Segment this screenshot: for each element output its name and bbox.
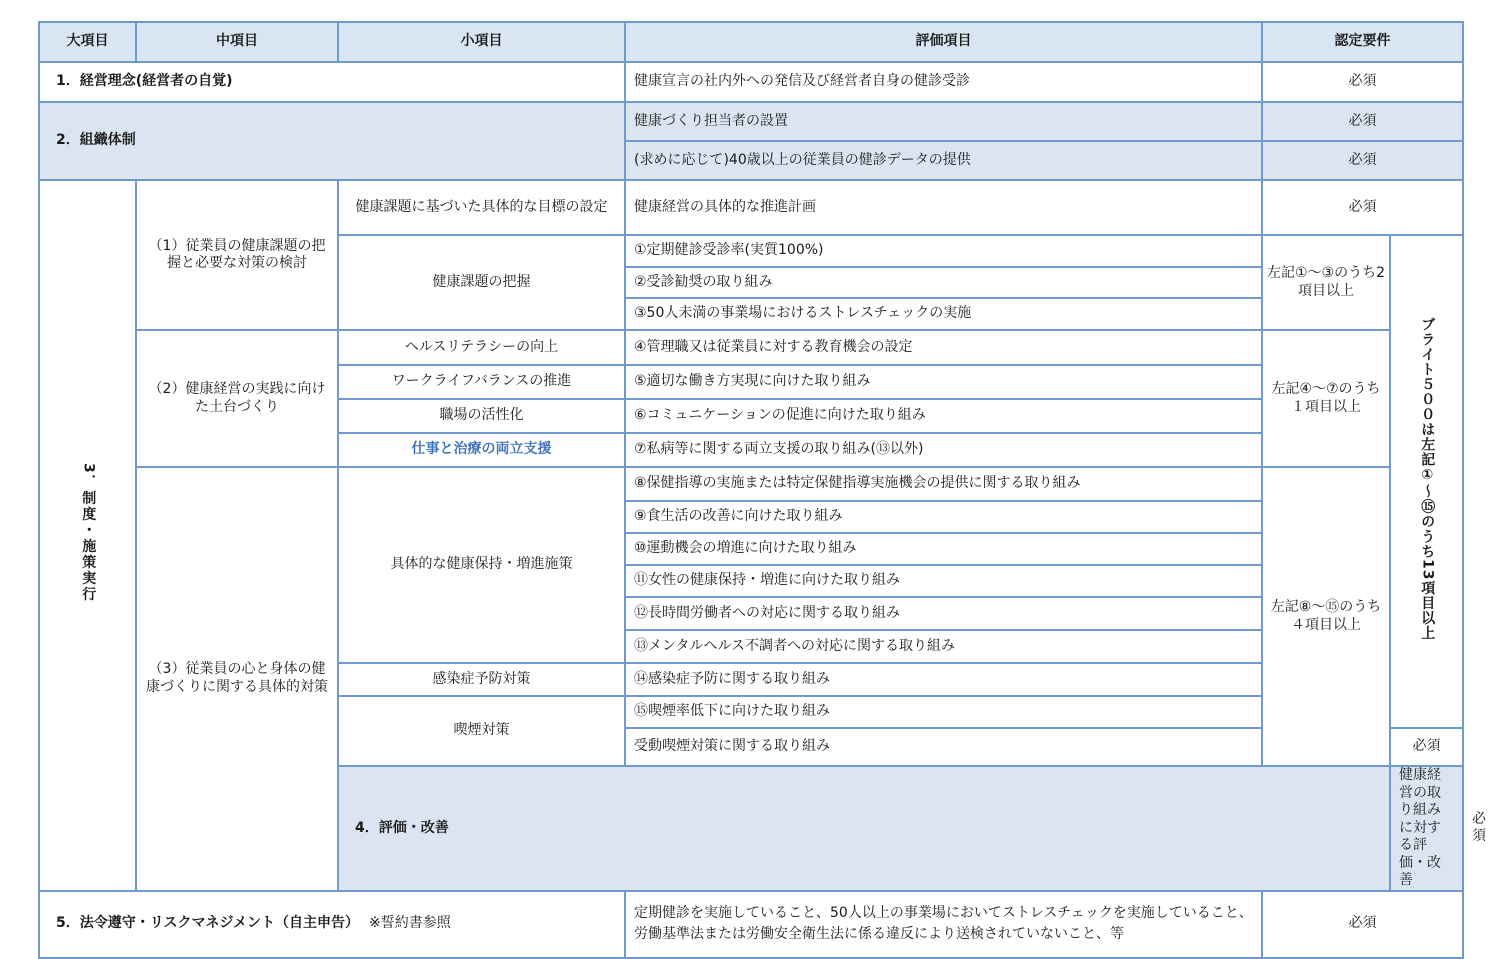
section-1-row xyxy=(39,62,1463,102)
req-plan: 必須 xyxy=(1262,180,1463,235)
section-1-req: 必須 xyxy=(1262,62,1463,102)
item-14: ⑭感染症予防に関する取り組み xyxy=(625,663,1262,696)
sho-infection: 感染症予防対策 xyxy=(338,663,625,696)
section-3-chu-1: （1）従業員の健康課題の把握と必要な対策の検討 xyxy=(136,180,338,330)
section-4-item: 健康経営の取り組みに対する評価・改善 xyxy=(1390,766,1463,891)
sho-smoking: 喫煙対策 xyxy=(338,696,625,766)
row-item-8 xyxy=(39,467,1463,501)
item-13: ⑬メンタルヘルス不調者への対応に関する取り組み xyxy=(625,630,1262,663)
certification-requirements-table-wrapper xyxy=(38,21,1486,942)
section-3-title: 3．制度・施策実行 xyxy=(39,180,136,891)
item-3: ③50人未満の事業場におけるストレスチェックの実施 xyxy=(625,298,1262,330)
section-4-row: 4．評価・改善 健康経営の取り組みに対する評価・改善 必須 xyxy=(39,766,1463,891)
header-chu: 中項目 xyxy=(136,22,338,62)
condition-1-3: 左記①～③のうち2項目以上 xyxy=(1262,235,1390,330)
sho-wlb: ワークライフバランスの推進 xyxy=(338,365,625,399)
header-row xyxy=(39,22,1463,62)
item-8: ⑧保健指導の実施または特定保健指導実施機会の提供に関する取り組み xyxy=(625,467,1262,501)
section-2-row-1 xyxy=(39,102,1463,141)
section-2-item-2: (求めに応じて)40歳以上の従業員の健診データの提供 xyxy=(625,141,1262,180)
section-2-req-1: 必須 xyxy=(1262,102,1463,141)
row-item-4 xyxy=(39,330,1463,365)
section-5-req: 必須 xyxy=(1262,891,1463,958)
item-passive: 受動喫煙対策に関する取り組み xyxy=(625,728,1262,766)
section-5-note: ※誓約書参照 xyxy=(369,915,451,932)
section-2-req-2: 必須 xyxy=(1262,141,1463,180)
sho-health: 具体的な健康保持・増進施策 xyxy=(338,467,625,663)
item-2: ②受診勧奨の取り組み xyxy=(625,267,1262,298)
header-dai: 大項目 xyxy=(39,22,136,62)
item-9: ⑨食生活の改善に向けた取り組み xyxy=(625,501,1262,533)
section-5-title-text: 5．法令遵守・リスクマネジメント（自主申告） xyxy=(56,915,360,932)
condition-8-15: 左記⑧～⑮のうち４項目以上 xyxy=(1262,467,1390,766)
header-hyoka: 評価項目 xyxy=(625,22,1262,62)
section-1-item: 健康宣言の社内外への発信及び経営者自身の健診受診 xyxy=(625,62,1262,102)
section-1-title: 1．経営理念(経営者の自覚) xyxy=(39,62,625,102)
sho-literacy: ヘルスリテラシーの向上 xyxy=(338,330,625,365)
section-3-chu-3: （3）従業員の心と身体の健康づくりに関する具体的対策 xyxy=(136,467,338,891)
item-1: ①定期健診受診率(実質100%) xyxy=(625,235,1262,267)
sho-target: 健康課題に基づいた具体的な目標の設定 xyxy=(338,180,625,235)
item-11: ⑪女性の健康保持・増進に向けた取り組み xyxy=(625,565,1262,597)
item-plan: 健康経営の具体的な推進計画 xyxy=(625,180,1262,235)
item-7: ⑦私病等に関する両立支援の取り組み(⑬以外) xyxy=(625,433,1262,467)
certification-requirements-table xyxy=(38,21,1486,959)
section-2-title: 2．組織体制 xyxy=(39,102,625,180)
sho-treatment: 仕事と治療の両立支援 xyxy=(338,433,625,467)
item-15: ⑮喫煙率低下に向けた取り組み xyxy=(625,696,1262,728)
section-3-row-plan xyxy=(39,180,1463,235)
section-4-title: 4．評価・改善 xyxy=(338,766,1390,891)
item-4: ④管理職又は従業員に対する教育機会の設定 xyxy=(625,330,1262,365)
item-5: ⑤適切な働き方実現に向けた取り組み xyxy=(625,365,1262,399)
sho-grasp: 健康課題の把握 xyxy=(338,235,625,330)
section-3-chu-2: （2）健康経営の実践に向けた土台づくり xyxy=(136,330,338,467)
section-5-row xyxy=(39,891,1463,958)
condition-4-7: 左記④～⑦のうち１項目以上 xyxy=(1262,330,1390,467)
section-5-title xyxy=(39,891,625,958)
section-2-item-1: 健康づくり担当者の設置 xyxy=(625,102,1262,141)
item-10: ⑩運動機会の増進に向けた取り組み xyxy=(625,533,1262,565)
req-passive: 必須 xyxy=(1390,728,1463,766)
item-6: ⑥コミュニケーションの促進に向けた取り組み xyxy=(625,399,1262,433)
item-12: ⑫長時間労働者への対応に関する取り組み xyxy=(625,597,1262,630)
sho-workplace: 職場の活性化 xyxy=(338,399,625,433)
header-sho: 小項目 xyxy=(338,22,625,62)
header-ninte: 認定要件 xyxy=(1262,22,1463,62)
section-5-item: 定期健診を実施していること、50人以上の事業場においてストレスチェックを実施していること、労働基準法または労働安全衛生法に係る違反により送検されていないこと、等 xyxy=(625,891,1262,958)
bright500-requirement: ブライト５００は左記①～⑮のうち13項目以上 xyxy=(1390,235,1463,728)
